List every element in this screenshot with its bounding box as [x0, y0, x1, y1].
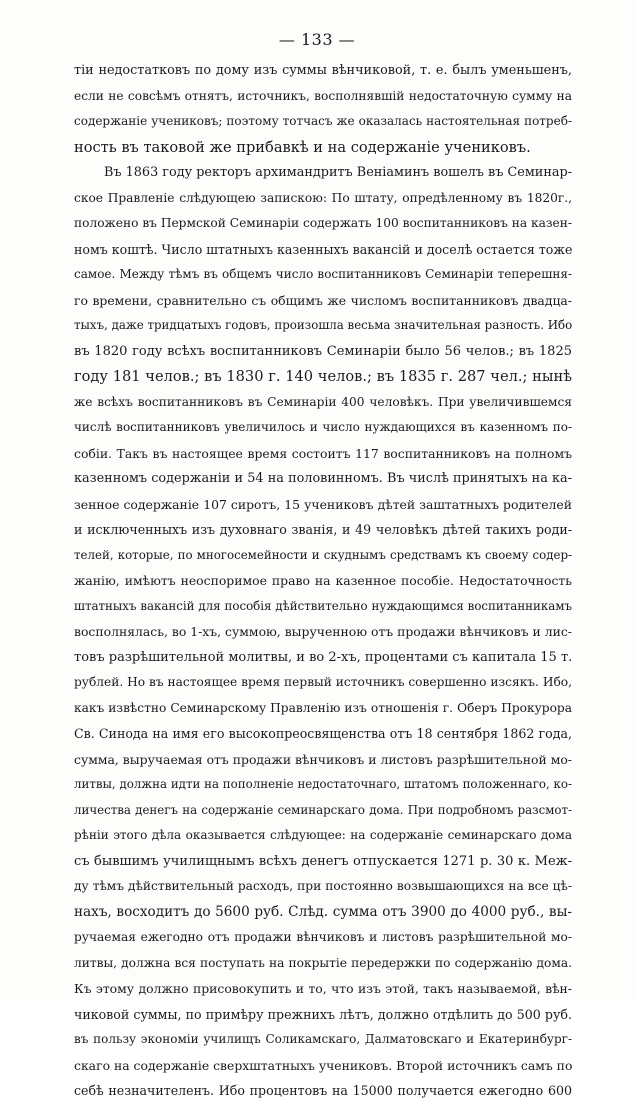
text-line: въ 1820 году всѣхъ воспитанниковъ Семинаріи было 56 челов.; въ 1825 — [74, 343, 572, 359]
text-line: штатныхъ вакансій для пособія дѣйствительно нуждающимся воспитанникамъ — [74, 598, 572, 613]
text-line: скаго на содержаніе сверхштатныхъ учениковъ. Второй источникъ самъ по — [74, 1057, 572, 1073]
text-line: зенное содержаніе 107 сиротъ, 15 учениковъ дѣтей заштатныхъ родителей — [74, 496, 572, 512]
text-line: числѣ воспитанниковъ увеличилось и число нуждающихся въ казенномъ по- — [74, 420, 572, 434]
text-line: тіи недостатковъ по дому изъ суммы вѣнчиковой, т. е. былъ уменьшенъ, — [74, 63, 572, 78]
text-line: телей, которые, по многосемейности и скуднымъ средствамъ къ своему содер- — [74, 547, 572, 562]
text-line: рѣніи этого дѣла оказывается слѣдующее: на содержаніе семинарскаго дома — [74, 828, 572, 842]
text-line: ское Правленіе слѣдующею запискою: По штату, опредѣленному въ 1820г., — [74, 190, 572, 205]
text-line: если не совсѣмъ отнятъ, источникъ, восполнявшій недостаточную сумму на — [74, 88, 572, 103]
text-line: и исключенныхъ изъ духовнаго званія, и 49 человѣкъ дѣтей такихъ роди- — [74, 522, 572, 537]
text-line: какъ извѣстно Семинарскому Правленію изъ отношенія г. Оберъ Прокурора — [74, 700, 572, 715]
text-line: литвы, должна идти на пополненіе недостаточнаго, штатомъ положеннаго, ко- — [74, 777, 572, 791]
text-line: го времени, сравнительно съ общимъ же числомъ воспитанниковъ двадца- — [74, 292, 572, 308]
text-line: восполнялась, во 1-хъ, суммою, вырученною отъ продажи вѣнчиковъ и лис- — [74, 624, 572, 639]
text-line: себѣ незначителенъ. Ибо процентовъ на 15000 получается ежегодно 600 — [74, 1083, 572, 1098]
text-line: жанію, имѣютъ неоспоримое право на казенное пособіе. Недостаточность — [74, 573, 572, 588]
text-line: самое. Между тѣмъ въ общемъ число воспитанниковъ Семинаріи теперешня- — [74, 267, 572, 281]
text-line: году 181 челов.; въ 1830 г. 140 челов.; въ 1835 г. 287 чел.; нынѣ — [74, 368, 572, 385]
text-line: положено въ Пермской Семинаріи содержать 100 воспитанниковъ на казен- — [74, 216, 572, 230]
text-line: собіи. Такъ въ настоящее время состоитъ 117 воспитанниковъ на полномъ — [74, 445, 572, 461]
text-line: казенномъ содержаніи и 54 на половинномъ. Въ числѣ принятыхъ на ка- — [74, 471, 572, 486]
text-line: личества денегъ на содержаніе семинарскаго дома. При подробномъ разсмот- — [74, 802, 572, 817]
body-text — [74, 58, 572, 1104]
text-line: ручаемая ежегодно отъ продажи вѣнчиковъ и листовъ разрѣшительной мо- — [74, 930, 572, 944]
text-line: Въ 1863 году ректоръ архимандритъ Веніаминъ вошелъ въ Семинар- — [104, 165, 572, 180]
text-line: съ бывшимъ училищнымъ всѣхъ денегъ отпускается 1271 р. 30 к. Меж- — [74, 853, 572, 869]
text-line: товъ разрѣшительной молитвы, и во 2-хъ, процентами съ капитала 15 т. — [74, 649, 572, 665]
text-line: тыхъ, даже тридцатыхъ годовъ, произошла весьма значительная разность. Ибо — [74, 318, 572, 332]
text-line: Къ этому должно присовокупить и то, что изъ этой, такъ называемой, вѣн- — [74, 981, 572, 996]
text-line: же всѣхъ воспитанниковъ въ Семинаріи 400 человѣкъ. При увеличившемся — [74, 394, 572, 409]
text-line: чиковой суммы, по примѣру прежнихъ лѣтъ, должно отдѣлить до 500 руб. — [74, 1006, 572, 1022]
text-line: въ пользу экономіи училищъ Соликамскаго, Далматовскаго и Екатеринбург- — [74, 1032, 572, 1046]
text-line: литвы, должна вся поступать на покрытіе передержки по содержанію дома. — [74, 955, 572, 970]
text-line: нахъ, восходитъ до 5600 руб. Слѣд. сумма отъ 3900 до 4000 руб., вы- — [74, 903, 572, 920]
text-line: ду тѣмъ дѣйствительный расходъ, при постоянно возвышающихся на все цѣ- — [74, 879, 572, 893]
text-line: ность въ таковой же прибавкѣ и на содержаніе учениковъ. — [74, 138, 531, 156]
text-line: номъ коштѣ. Число штатныхъ казенныхъ вакансій и доселѣ остается тоже — [74, 241, 572, 257]
text-line: содержаніе учениковъ; поэтому тотчасъ же оказалась настоятельная потреб- — [74, 114, 572, 128]
text-line: рублей. Но въ настоящее время первый источникъ совершенно изсякъ. Ибо, — [74, 675, 572, 689]
text-line: Св. Синода на имя его высокопреосвященства отъ 18 сентября 1862 года, — [74, 726, 572, 741]
page-number: — 133 — — [278, 30, 356, 49]
text-line: сумма, выручаемая отъ продажи вѣнчиковъ и листовъ разрѣшительной мо- — [74, 751, 572, 767]
